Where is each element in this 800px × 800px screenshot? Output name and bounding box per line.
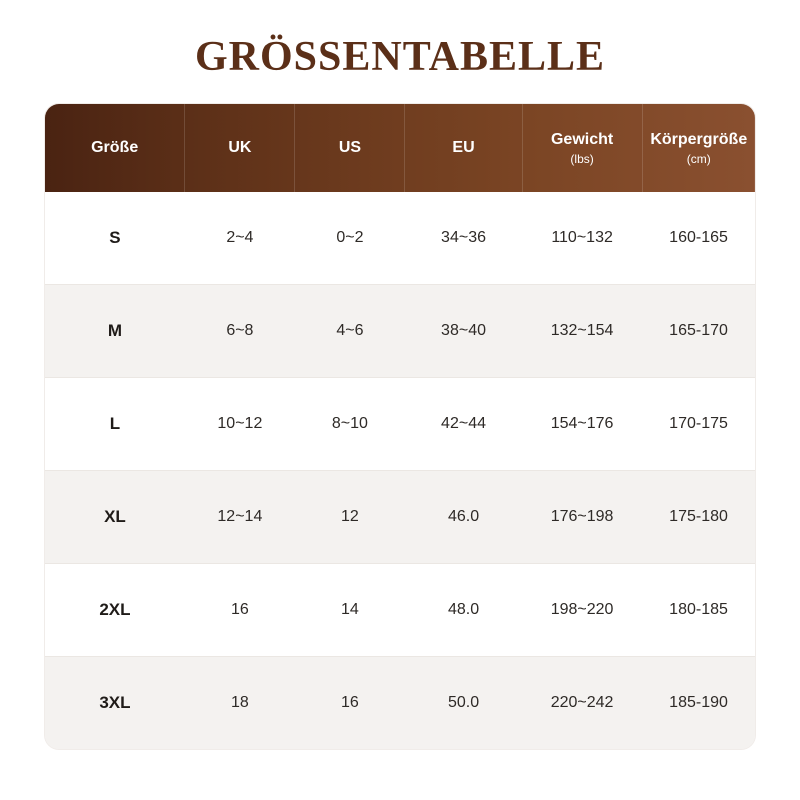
- column-header-uk-label: UK: [228, 139, 252, 156]
- column-header-us-label: US: [338, 139, 362, 156]
- column-header-us: [295, 104, 405, 192]
- cell-size: 2XL: [45, 564, 185, 657]
- cell-us: 4~6: [295, 285, 405, 378]
- table-row: [45, 285, 755, 378]
- column-header-eu: [405, 104, 522, 192]
- cell-eu: 46.0: [405, 471, 522, 564]
- cell-uk: 16: [185, 564, 295, 657]
- column-header-eu-label: EU: [452, 139, 475, 156]
- table-header: [45, 104, 755, 192]
- cell-height: 160-165: [642, 192, 755, 285]
- cell-eu: 34~36: [405, 192, 522, 285]
- cell-us: 14: [295, 564, 405, 657]
- table-row: [45, 564, 755, 657]
- size-table-container: [45, 104, 755, 749]
- cell-weight: 110~132: [522, 192, 642, 285]
- cell-us: 16: [341, 694, 359, 711]
- cell-eu: 50.0: [447, 694, 480, 711]
- column-header-weight-label: Gewicht: [550, 130, 614, 148]
- column-header-size: [45, 104, 185, 192]
- cell-weight: 220~242: [550, 694, 614, 711]
- column-header-size-label: Größe: [91, 139, 139, 156]
- cell-size: L: [45, 378, 185, 471]
- cell-height: 185-190: [669, 694, 728, 711]
- cell-eu: 38~40: [405, 285, 522, 378]
- cell-uk: 2~4: [185, 192, 295, 285]
- column-header-weight-unit: (lbs): [570, 151, 594, 166]
- cell-size: M: [45, 285, 185, 378]
- column-header-height-unit: (cm): [686, 151, 711, 166]
- table-row: [45, 192, 755, 285]
- cell-weight: 132~154: [522, 285, 642, 378]
- cell-uk: 10~12: [185, 378, 295, 471]
- size-table: [45, 104, 755, 749]
- cell-size: S: [45, 192, 185, 285]
- cell-size: XL: [45, 471, 185, 564]
- cell-uk: 12~14: [185, 471, 295, 564]
- table-header-row: [45, 104, 755, 192]
- cell-eu: 48.0: [405, 564, 522, 657]
- cell-us: 12: [295, 471, 405, 564]
- table-body: [45, 192, 755, 749]
- cell-height: 175-180: [642, 471, 755, 564]
- page-title: GRÖSSENTABELLE: [194, 34, 606, 80]
- table-row: [45, 657, 755, 750]
- column-header-uk: [185, 104, 295, 192]
- cell-eu: 42~44: [405, 378, 522, 471]
- cell-height: 165-170: [642, 285, 755, 378]
- cell-weight: 198~220: [522, 564, 642, 657]
- cell-us: 8~10: [295, 378, 405, 471]
- column-header-weight: [522, 104, 642, 192]
- cell-weight: 176~198: [522, 471, 642, 564]
- table-row: [45, 471, 755, 564]
- cell-uk: 6~8: [185, 285, 295, 378]
- cell-uk: 18: [230, 694, 249, 711]
- column-header-height: [642, 104, 755, 192]
- table-row: [45, 378, 755, 471]
- column-header-height-label: Körpergröße: [650, 130, 748, 148]
- cell-height: 180-185: [642, 564, 755, 657]
- cell-weight: 154~176: [522, 378, 642, 471]
- cell-height: 170-175: [642, 378, 755, 471]
- cell-size: 3XL: [99, 693, 131, 712]
- cell-us: 0~2: [295, 192, 405, 285]
